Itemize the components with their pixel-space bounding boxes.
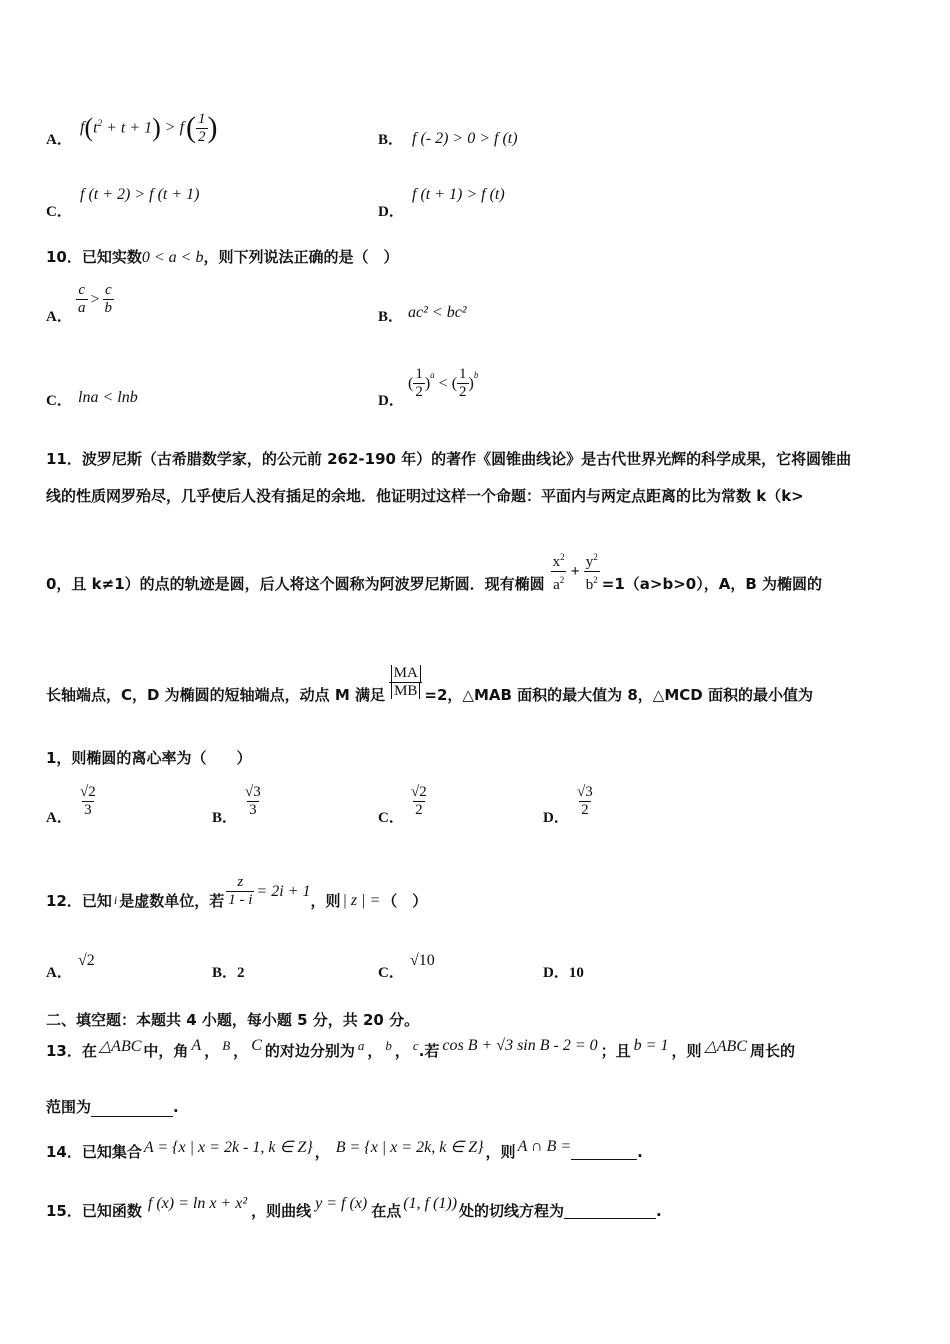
q13-answer-blank[interactable] xyxy=(91,1100,173,1117)
q11-option-d-math: $\frac{√3}{2}$ xyxy=(577,784,593,818)
q12-option-b-label: B．2 xyxy=(212,965,245,981)
q9-option-a-label: A． xyxy=(46,132,72,148)
q9-option-d-math: f (t + 1) > f (t) xyxy=(412,186,505,203)
q10-option-d-math: ( $\frac{1}{2}$ ) a < ( $\frac{1}{2}$ ) b xyxy=(408,366,479,400)
q12-option-c-math: √10 xyxy=(410,952,435,969)
q9-option-b-math: f (- 2) > 0 > f (t) xyxy=(412,130,518,147)
q15-answer-blank[interactable] xyxy=(564,1202,656,1219)
q14-answer-blank[interactable] xyxy=(571,1143,637,1160)
q12-option-c-label: C． xyxy=(378,965,404,981)
q10-option-d-label: D． xyxy=(378,393,404,409)
q11-line5: 1，则椭圆的离心率为（ ） xyxy=(46,749,252,767)
q9-option-d-label: D． xyxy=(378,204,404,220)
q13-line2: 范围为 . xyxy=(46,1098,179,1116)
q10-option-c-label: C． xyxy=(46,393,72,409)
q12-stem: 12．已知 i 是虚数单位，若 $\frac{z}{1 - i}$ = 2i + 1 ，则 | z | = （ ） xyxy=(46,874,428,910)
q11-option-b-math: $\frac{√3}{3}$ xyxy=(245,784,261,818)
q9-option-c-label: C． xyxy=(46,204,72,220)
q9-option-b-label: B． xyxy=(378,132,404,148)
q10-option-b-math: ac² < bc² xyxy=(408,304,467,321)
q11-line2: 线的性质网罗殆尽，几乎使后人没有插足的余地．他证明过这样一个命题：平面内与两定点距离的比为常数 k（k> xyxy=(46,487,804,505)
section-heading: 二、填空题：本题共 4 小题，每小题 5 分，共 20 分。 xyxy=(46,1011,420,1029)
q11-line1: 11．波罗尼斯（古希腊数学家，的公元前 262-190 年）的著作《圆锥曲线论》是古代世界光辉的科学成果，它将圆锥曲 xyxy=(46,450,852,468)
q11-line3: 0，且 k≠1）的点的轨迹是圆，后人将这个圆称为阿波罗尼斯圆．现有椭圆 $\frac{x^2}{a^2}$ + $\frac{y^2}{b^2}$ =1（a>b>0），A，B 为椭圆的 xyxy=(46,552,822,593)
q10-stem: 10．已知实数0 < a < b，则下列说法正确的是（ ） xyxy=(46,248,399,266)
q10-option-a-label: A． xyxy=(46,309,72,325)
q11-line4: 长轴端点，C，D 为椭圆的短轴端点，动点 M 满足 $\frac{MA}{MB}$ =2，△MAB 面积的最大值为 8，△MCD 面积的最小值为 xyxy=(46,665,813,704)
q10-option-b-label: B． xyxy=(378,309,404,325)
q11-option-c-math: $\frac{√2}{2}$ xyxy=(411,784,427,818)
q14-stem: 14．已知集合 A = {x | x = 2k - 1, k ∈ Z} ， B = {x | x = 2k, k ∈ Z} ，则 A ∩ B = . xyxy=(46,1137,643,1161)
q9-option-c-math: f (t + 2) > f (t + 1) xyxy=(80,186,200,203)
q11-option-d-label: D． xyxy=(543,810,569,826)
q12-option-a-math: √2 xyxy=(78,952,95,969)
q11-option-b-label: B． xyxy=(212,810,238,826)
q11-option-c-label: C． xyxy=(378,810,404,826)
q10-option-a-math: $\frac{c}{a}$ > $\frac{c}{b}$ xyxy=(78,282,113,316)
q12-option-a-label: A． xyxy=(46,965,72,981)
q15-stem: 15．已知函数 f (x) = ln x + x² ，则曲线 y = f (x) 在点 (1, f (1)) 处的切线方程为 . xyxy=(46,1194,662,1220)
q12-option-d-label: D．10 xyxy=(543,965,584,981)
q13-line1: 13．在 △ABC 中，角 A ， B ， C 的对边分别为 a ， b ， c .若 cos B + √3 sin B - 2 = 0 ；且 b = 1 ，则 △ABC 周长的 xyxy=(46,1036,796,1060)
q11-option-a-label: A． xyxy=(46,810,72,826)
q10-option-c-math: lna < lnb xyxy=(78,389,138,406)
q9-option-a-math: f ( $t^2 + t + 1$ ) > f ( $\frac{1}{2}$ ) xyxy=(80,110,218,145)
q11-option-a-math: $\frac{√2}{3}$ xyxy=(80,784,96,818)
